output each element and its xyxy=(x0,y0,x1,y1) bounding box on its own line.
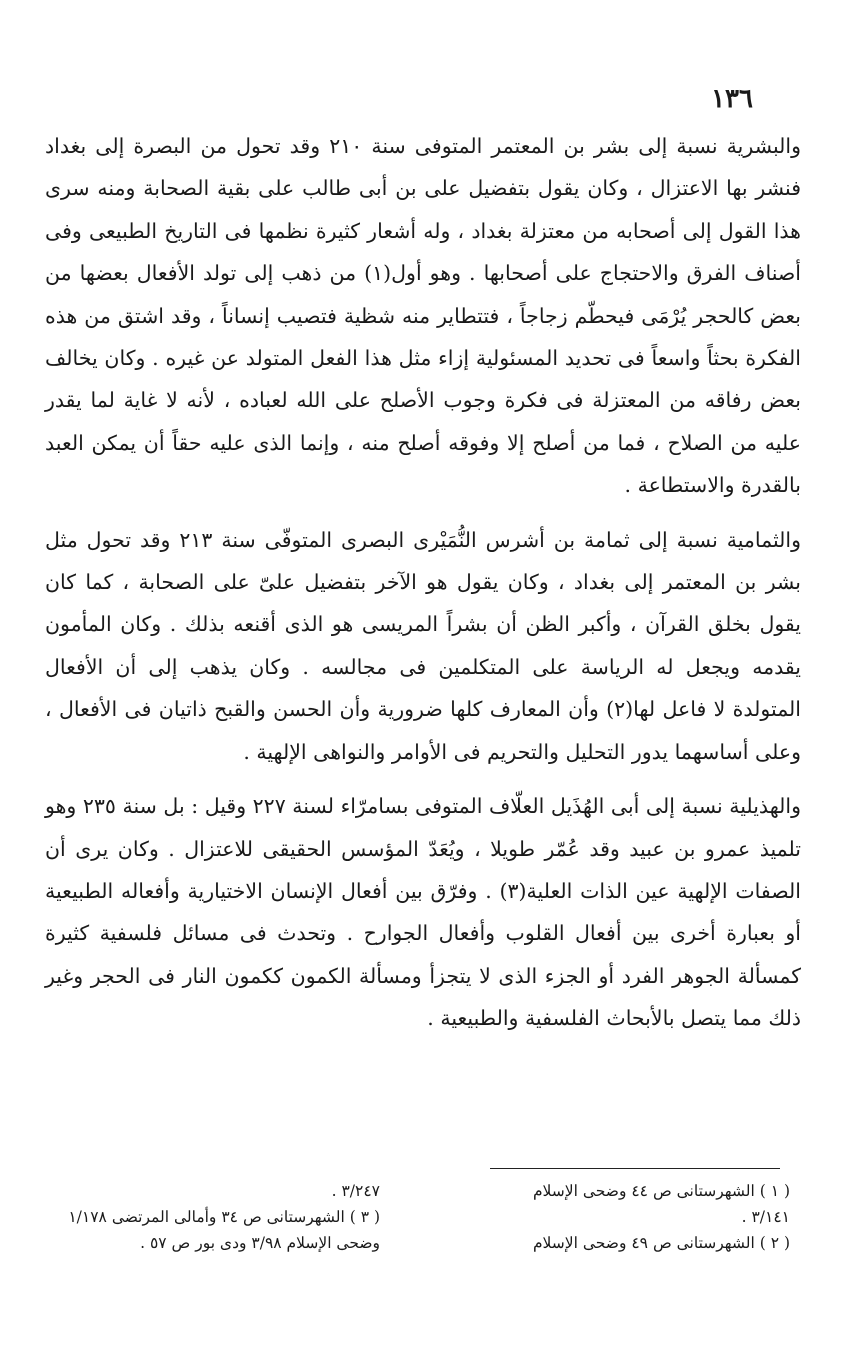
footnote-line: ٣/٢٤٧ . xyxy=(331,1182,380,1200)
footnotes-right-column xyxy=(410,1178,790,1256)
footnote-line: ( ١ ) الشهرستانى ص ٤٤ وضحى الإسلام xyxy=(532,1182,790,1200)
footnote-divider xyxy=(490,1168,780,1169)
paragraph-hudhayliyya: والهذيلية نسبة إلى أبى الهُذَيل العلّاف المتوفى بسامرّاء لسنة ٢٢٧ وقيل : بل سنة ٢٣٥ وهو تلميذ عمرو بن عبيد وقد عُمّر طويلا ، ويُعَدّ المؤسس الحقيقى للاعتزال . وكان يرى أن الصفات الإلهية عين الذات العلية(٣) . وفرّق بين أفعال الإنسان الاختيارية وأفعاله الطبيعية أو بعبارة أخرى بين أفعال القلوب وأفعال الجوارح . وتحدث فى مسائل فلسفية كثيرة كمسألة الجوهر الفرد أو الجزء الذى لا يتجزأ ومسألة الكمون ككمون النار فى الحجر وغير ذلك مما يتصل بالأبحاث الفلسفية والطبيعية . xyxy=(45,794,801,1031)
footnotes-left-column xyxy=(40,1178,380,1256)
footnote-line: ٣/١٤١ . xyxy=(741,1208,790,1226)
footnote-line: ( ٢ ) الشهرستانى ص ٤٩ وضحى الإسلام xyxy=(532,1234,790,1252)
footnote-line: ( ٣ ) الشهرستانى ص ٣٤ وأمالى المرتضى ١/١٧٨ xyxy=(68,1208,380,1226)
footnotes xyxy=(40,1178,800,1298)
page-number: ١٣٦ xyxy=(711,84,753,114)
paragraph-thumamiyya: والثمامية نسبة إلى ثمامة بن أشرس النُّمَيْرى البصرى المتوفّى سنة ٢١٣ وقد تحول مثل بشر بن المعتمر إلى بغداد ، وكان يقول هو الآخر بتفضيل علىّ على الصحابة ، كما كان يقول بخلق القرآن ، وأكبر الظن أن بشراً المريسى هو الذى أقنعه بذلك . وكان المأمون يقدمه ويجعل له الرياسة على المتكلمين فى مجالسه . وكان يذهب إلى أن الأفعال المتولدة لا فاعل لها(٢) وأن المعارف كلها ضرورية وأن الحسن والقبح ذاتيان فى الأفعال ، وعلى أساسهما يدور التحليل والتحريم فى الأوامر والنواهى الإلهية . xyxy=(45,527,802,764)
footnote-line: وضحى الإسلام ٣/٩٨ ودى بور ص ٥٧ . xyxy=(140,1234,380,1252)
body-text xyxy=(45,125,801,1040)
paragraph-bishriyya: والبشرية نسبة إلى بشر بن المعتمر المتوفى سنة ٢١٠ وقد تحول من البصرة إلى بغداد فنشر بها الاعتزال ، وكان يقول بتفضيل على بن أبى طالب على بقية الصحابة ومنه سرى هذا القول إلى أصحابه من معتزلة بغداد ، وله أشعار كثيرة نظمها فى التاريخ الطبيعى وفى أصناف الفرق والاحتجاج على أصحابها . وهو أول(١) من ذهب إلى تولد الأفعال بعضها من بعض كالحجر يُرْمَى فيحطّم زجاجاً ، فتتطاير منه شظية فتصيب إنساناً ، وقد اشتق من هذه الفكرة بحثاً واسعاً فى تحديد المسئولية إزاء مثل هذا الفعل المتولد عن غيره . وكان يخالف بعض رفاقه من المعتزلة فى فكرة وجوب الأصلح على الله لعباده ، لأنه لا غاية لما يقدر عليه من الصلاح ، فما من أصلح إلا وفوقه أصلح منه ، وإنما الذى عليه حقاً أن يمكن العبد بالقدرة والاستطاعة . xyxy=(45,134,802,498)
